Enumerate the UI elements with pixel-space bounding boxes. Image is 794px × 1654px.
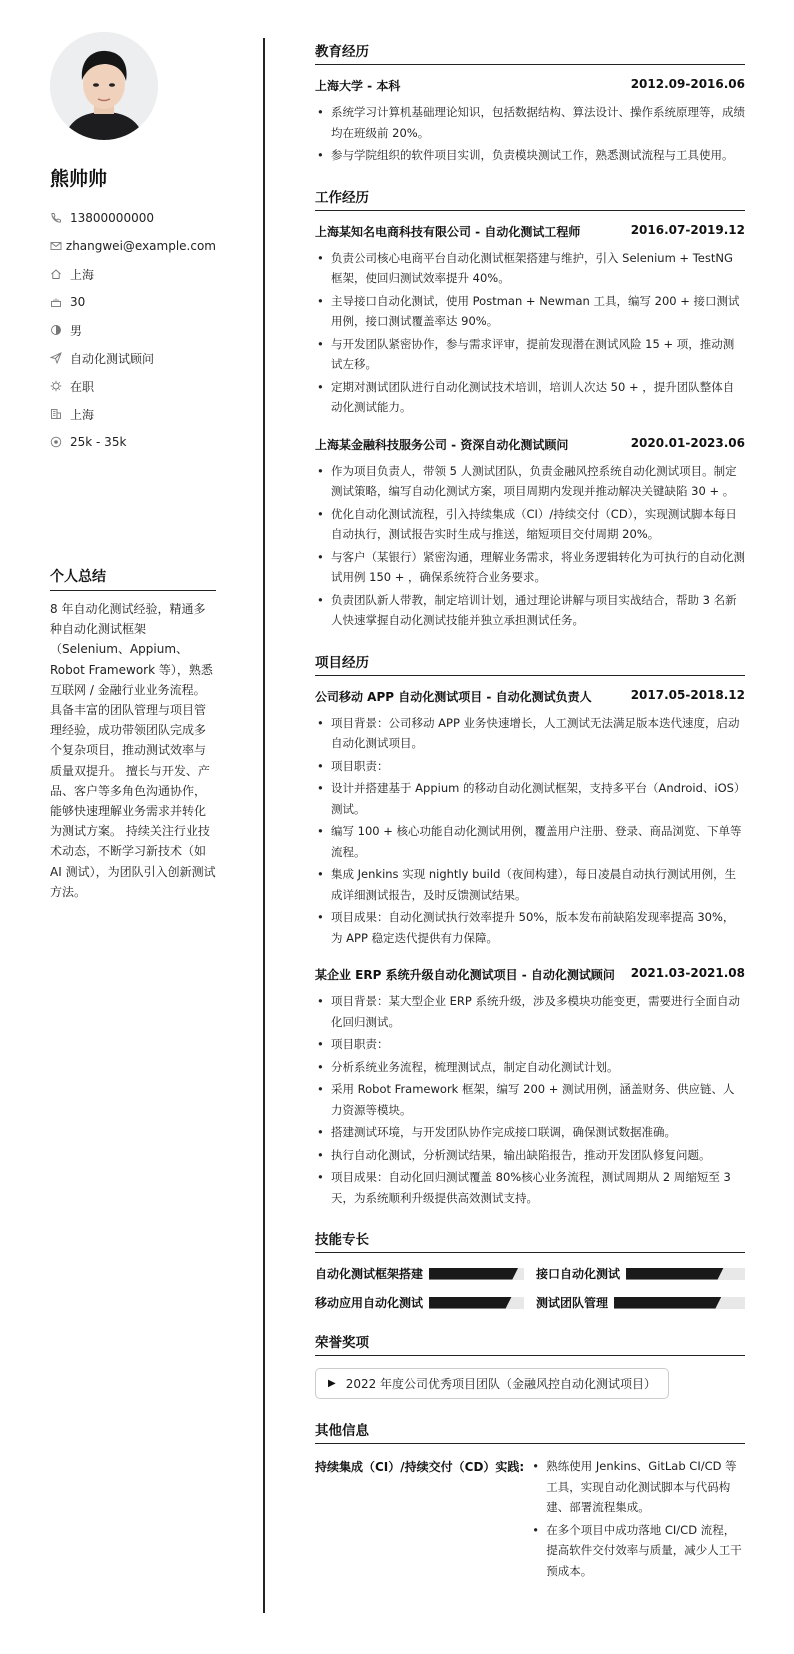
work-entry [315, 436, 745, 631]
bullet-item: • 采用 Robot Framework 框架，编写 200 + 测试用例，涵盖财务、供应链、人力资源等模块。 [315, 1079, 745, 1120]
skills-grid [315, 1265, 745, 1311]
info-location [50, 260, 216, 288]
section-title: 技能专长 [315, 1228, 745, 1253]
entry-org: 某企业 ERP 系统升级自动化测试项目 - 自动化测试顾问 [315, 968, 615, 982]
info-text: zhangwei@example.com [65, 239, 216, 253]
entry-date: 2017.05-2018.12 [630, 687, 745, 702]
entry-date: 2021.03-2021.08 [630, 966, 745, 980]
building-icon [50, 408, 70, 420]
info-text: 上海 [70, 407, 95, 422]
skill-name: 移动应用自动化测试 [315, 1296, 424, 1310]
bullet-item: • 优化自动化测试流程，引入持续集成（CI）/持续交付（CD），实现测试脚本每日自动执行，测试报告实时生成与推送，缩短项目交付周期 20%。 [315, 504, 745, 545]
info-phone [50, 204, 216, 232]
skill-bar-fill [429, 1297, 512, 1309]
award-text: 2022 年度公司优秀项目团队（金融风控自动化测试项目） [345, 1377, 657, 1391]
entry-org: 上海某知名电商科技有限公司 - 自动化测试工程师 [315, 224, 581, 239]
education-entry [315, 77, 745, 166]
info-text: 自动化测试顾问 [70, 351, 155, 366]
summary-text: 8 年自动化测试经验，精通多种自动化测试框架（Selenium、Appium、Robot Framework 等），熟悉互联网 / 金融行业业务流程。 具备丰富的团队管理与项目管理经验，成功带领团队完成多个复杂项目，推动测试效率与质量双提升。 擅长与开发、产品、客户等多角色沟通协作，能够快速理解业务需求并转化为测试方案。 持续关注行业技术动态，不断学习新技术（如 AI 测试），为团队引入创新测试方法。 [50, 602, 216, 899]
skill-item [315, 1294, 524, 1311]
info-text: 13800000000 [70, 211, 154, 225]
skill-item [315, 1265, 524, 1282]
section-title: 项目经历 [315, 651, 745, 676]
info-age [50, 288, 216, 316]
avatar [50, 32, 158, 140]
skill-item [536, 1294, 745, 1311]
entry-org: 公司移动 APP 自动化测试项目 - 自动化测试负责人 [315, 689, 592, 704]
mail-icon [50, 240, 66, 252]
contact-info-list [50, 204, 216, 456]
section-title: 工作经历 [315, 186, 745, 211]
bullet-item: • 熟练使用 Jenkins、GitLab CI/CD 等工具，实现自动化测试脚本与代码构建、部署流程集成。 [530, 1456, 745, 1518]
skill-bar [429, 1297, 524, 1309]
skill-bar [614, 1297, 745, 1309]
section-title: 其他信息 [315, 1419, 745, 1444]
info-email [50, 232, 216, 260]
bullet-item: • 集成 Jenkins 实现 nightly build（夜间构建），每日凌晨自动执行测试用例，生成详细测试报告，及时反馈测试结果。 [315, 864, 745, 905]
other-label: 持续集成（CI）/持续交付（CD）实践: [315, 1460, 525, 1474]
main-content [315, 40, 745, 1603]
info-salary [50, 428, 216, 456]
entry-date: 2016.07-2019.12 [630, 222, 745, 237]
entry-org: 上海大学 - 本科 [315, 79, 401, 93]
entry-date: 2012.09-2016.06 [630, 77, 745, 91]
info-position [50, 344, 216, 372]
info-text: 在职 [70, 379, 95, 394]
bullet-item: • 编写 100 + 核心功能自动化测试用例，覆盖用户注册、登录、商品浏览、下单等流程。 [315, 821, 745, 862]
status-icon [50, 380, 70, 392]
bullet-item: • 项目成果：自动化测试执行效率提升 50%，版本发布前缺陷发现率提高 30%，为 APP 稳定迭代提供有力保障。 [315, 907, 745, 948]
bullet-item: • 项目职责： [315, 1034, 745, 1055]
awards-section [315, 1331, 745, 1399]
age-icon [50, 296, 70, 308]
bullet-item: • 作为项目负责人，带领 5 人测试团队，负责金融风控系统自动化测试项目。制定测试策略，编写自动化测试方案，项目周期内发现并推动解决关键缺陷 30 + 。 [315, 461, 745, 502]
work-entry [315, 223, 745, 418]
section-title: 荣誉奖项 [315, 1331, 745, 1356]
salary-icon [50, 436, 70, 448]
section-title: 教育经历 [315, 40, 745, 65]
profile-name: 熊帅帅 [50, 168, 108, 190]
skill-bar-fill [626, 1268, 724, 1280]
skill-item [536, 1265, 745, 1282]
bullet-item: • 系统学习计算机基础理论知识，包括数据结构、算法设计、操作系统原理等，成绩均在班级前 20%。 [315, 102, 745, 143]
bullet-item: • 执行自动化测试，分析测试结果，输出缺陷报告，推动开发团队修复问题。 [315, 1145, 745, 1166]
skill-bar-fill [614, 1297, 721, 1309]
info-text: 上海 [70, 267, 95, 282]
avatar-portrait [50, 32, 158, 140]
bullet-item: • 与客户（某银行）紧密沟通，理解业务需求，将业务逻辑转化为可执行的自动化测试用例 150 + ，确保系统符合业务要求。 [315, 547, 745, 588]
project-entry [315, 688, 745, 949]
skill-name: 自动化测试框架搭建 [315, 1267, 424, 1281]
skill-name: 测试团队管理 [536, 1296, 609, 1310]
project-entry [315, 966, 745, 1208]
sidebar [50, 32, 216, 456]
info-city [50, 400, 216, 428]
summary-title: 个人总结 [50, 566, 216, 591]
bullet-item: • 项目背景：公司移动 APP 业务快速增长，人工测试无法满足版本迭代速度，启动自动化测试项目。 [315, 713, 745, 754]
bullet-item: • 定期对测试团队进行自动化测试技术培训，培训人次达 50 + ，提升团队整体自动化测试能力。 [315, 377, 745, 418]
entry-org: 上海某金融科技服务公司 - 资深自动化测试顾问 [315, 437, 569, 452]
home-icon [50, 268, 70, 280]
bullet-item: • 项目背景：某大型企业 ERP 系统升级，涉及多模块功能变更，需要进行全面自动化回归测试。 [315, 991, 745, 1032]
column-divider [263, 38, 265, 1613]
bullet-item: • 在多个项目中成功落地 CI/CD 流程，提高软件交付效率与质量，减少人工干预成本。 [530, 1520, 745, 1582]
bullet-item: • 负责团队新人带教，制定培训计划，通过理论讲解与项目实战结合，帮助 3 名新人快速掌握自动化测试技能并独立承担测试任务。 [315, 590, 745, 631]
other-section [315, 1419, 745, 1583]
skill-bar [429, 1268, 524, 1280]
bullet-item: • 项目成果：自动化回归测试覆盖 80%核心业务流程，测试周期从 2 周缩短至 3 天，为系统顺利升级提供高效测试支持。 [315, 1167, 745, 1208]
projects-section [315, 651, 745, 1209]
bullet-item: • 与开发团队紧密协作，参与需求评审，提前发现潜在测试风险 15 + 项，推动测试左移。 [315, 334, 745, 375]
info-status [50, 372, 216, 400]
work-section [315, 186, 745, 631]
skill-name: 接口自动化测试 [536, 1267, 621, 1281]
info-gender [50, 316, 216, 344]
skill-bar [626, 1268, 745, 1280]
bullet-item: • 主导接口自动化测试，使用 Postman + Newman 工具，编写 200 + 接口测试用例，接口测试覆盖率达 90%。 [315, 291, 745, 332]
info-text: 25k - 35k [70, 435, 127, 449]
other-row [315, 1456, 745, 1583]
education-section [315, 40, 745, 166]
skills-section [315, 1228, 745, 1311]
skill-bar-fill [429, 1268, 518, 1280]
award-item[interactable] [315, 1368, 669, 1399]
triangle-right-icon: ▶ [328, 1378, 336, 1389]
info-text: 30 [70, 295, 86, 309]
bullet-item: • 设计并搭建基于 Appium 的移动自动化测试框架，支持多平台（Android、iOS）测试。 [315, 778, 745, 819]
phone-icon [50, 212, 70, 224]
gender-icon [50, 324, 70, 336]
bullet-item: • 项目职责： [315, 756, 745, 777]
info-text: 男 [70, 323, 83, 338]
send-icon [50, 352, 70, 364]
bullet-item: • 分析系统业务流程，梳理测试点，制定自动化测试计划。 [315, 1057, 745, 1078]
bullet-item: • 参与学院组织的软件项目实训，负责模块测试工作，熟悉测试流程与工具使用。 [315, 145, 745, 166]
bullet-item: • 搭建测试环境，与开发团队协作完成接口联调，确保测试数据准确。 [315, 1122, 745, 1143]
bullet-item: • 负责公司核心电商平台自动化测试框架搭建与维护，引入 Selenium + TestNG 框架，使回归测试效率提升 40%。 [315, 248, 745, 289]
entry-date: 2020.01-2023.06 [630, 435, 745, 450]
